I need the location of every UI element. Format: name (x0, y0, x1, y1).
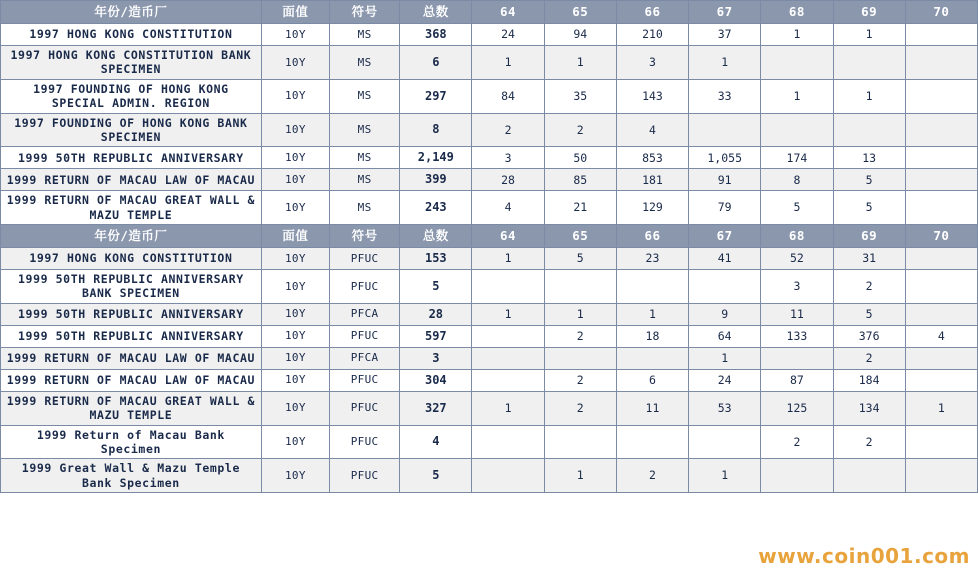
cell-denomination: 10Y (261, 169, 329, 191)
cell-total: 297 (400, 79, 472, 113)
cell-grade-70 (905, 113, 977, 147)
cell-grade-66 (616, 347, 688, 369)
cell-symbol: PFUC (330, 425, 400, 459)
cell-grade-64: 24 (472, 24, 544, 46)
cell-grade-65: 5 (544, 248, 616, 270)
cell-grade-64: 3 (472, 147, 544, 169)
cell-denomination: 10Y (261, 425, 329, 459)
cell-denomination: 10Y (261, 270, 329, 304)
cell-total: 3 (400, 347, 472, 369)
cell-grade-70 (905, 270, 977, 304)
cell-grade-68: 1 (761, 79, 833, 113)
cell-grade-68: 87 (761, 369, 833, 391)
column-header-year-mint: 年份/造币厂 (1, 225, 262, 248)
cell-grade-68: 11 (761, 303, 833, 325)
table-row (1, 325, 978, 347)
cell-item-name: 1999 RETURN OF MACAU GREAT WALL & MAZU TEMPLE (1, 391, 262, 425)
cell-grade-70 (905, 425, 977, 459)
table-row (1, 24, 978, 46)
cell-grade-67: 79 (689, 191, 761, 225)
column-header-grade-68: 68 (761, 225, 833, 248)
cell-grade-66: 18 (616, 325, 688, 347)
cell-item-name: 1999 RETURN OF MACAU LAW OF MACAU (1, 169, 262, 191)
cell-denomination: 10Y (261, 248, 329, 270)
cell-grade-66: 2 (616, 459, 688, 493)
cell-grade-64 (472, 459, 544, 493)
cell-grade-68 (761, 459, 833, 493)
column-header-grade-64: 64 (472, 225, 544, 248)
cell-grade-69: 5 (833, 191, 905, 225)
cell-grade-67: 1 (689, 46, 761, 80)
cell-grade-64 (472, 325, 544, 347)
cell-grade-69: 2 (833, 425, 905, 459)
table-row (1, 79, 978, 113)
cell-grade-67: 64 (689, 325, 761, 347)
cell-grade-65 (544, 347, 616, 369)
cell-item-name: 1999 50TH REPUBLIC ANNIVERSARY (1, 325, 262, 347)
cell-grade-70: 4 (905, 325, 977, 347)
cell-grade-65: 94 (544, 24, 616, 46)
site-watermark: www.coin001.com (758, 544, 970, 568)
column-header-grade-67: 67 (689, 1, 761, 24)
cell-grade-64 (472, 270, 544, 304)
cell-symbol: PFUC (330, 270, 400, 304)
cell-grade-69: 1 (833, 24, 905, 46)
cell-total: 243 (400, 191, 472, 225)
cell-item-name: 1997 HONG KONG CONSTITUTION (1, 248, 262, 270)
cell-grade-67 (689, 270, 761, 304)
cell-grade-68 (761, 113, 833, 147)
column-header-grade-69: 69 (833, 225, 905, 248)
cell-grade-69: 31 (833, 248, 905, 270)
cell-grade-64: 4 (472, 191, 544, 225)
column-header-grade-68: 68 (761, 1, 833, 24)
cell-denomination: 10Y (261, 24, 329, 46)
cell-grade-68: 52 (761, 248, 833, 270)
cell-denomination: 10Y (261, 191, 329, 225)
table-row (1, 147, 978, 169)
cell-grade-65 (544, 270, 616, 304)
cell-total: 368 (400, 24, 472, 46)
table-row (1, 270, 978, 304)
cell-grade-69: 2 (833, 270, 905, 304)
cell-grade-68: 174 (761, 147, 833, 169)
table-row (1, 369, 978, 391)
cell-grade-67: 1 (689, 459, 761, 493)
cell-grade-70 (905, 46, 977, 80)
cell-symbol: PFUC (330, 248, 400, 270)
column-header-denomination: 面值 (261, 225, 329, 248)
cell-grade-70 (905, 79, 977, 113)
cell-grade-68: 2 (761, 425, 833, 459)
cell-denomination: 10Y (261, 369, 329, 391)
cell-grade-70: 1 (905, 391, 977, 425)
column-header-grade-70: 70 (905, 225, 977, 248)
cell-total: 597 (400, 325, 472, 347)
cell-grade-67: 91 (689, 169, 761, 191)
cell-grade-69: 13 (833, 147, 905, 169)
cell-grade-70 (905, 169, 977, 191)
cell-symbol: MS (330, 79, 400, 113)
cell-grade-67 (689, 113, 761, 147)
cell-item-name: 1999 RETURN OF MACAU GREAT WALL & MAZU TEMPLE (1, 191, 262, 225)
cell-grade-69: 2 (833, 347, 905, 369)
cell-symbol: MS (330, 113, 400, 147)
table-header-row (1, 1, 978, 24)
cell-grade-65: 21 (544, 191, 616, 225)
cell-item-name: 1999 Return of Macau Bank Specimen (1, 425, 262, 459)
table-row (1, 303, 978, 325)
cell-grade-70 (905, 303, 977, 325)
cell-total: 6 (400, 46, 472, 80)
cell-symbol: PFUC (330, 369, 400, 391)
cell-grade-70 (905, 191, 977, 225)
cell-symbol: PFUC (330, 325, 400, 347)
cell-grade-64: 1 (472, 303, 544, 325)
cell-grade-67: 53 (689, 391, 761, 425)
column-header-total: 总数 (400, 225, 472, 248)
cell-grade-65: 1 (544, 303, 616, 325)
cell-grade-70 (905, 147, 977, 169)
cell-grade-69: 5 (833, 169, 905, 191)
cell-item-name: 1999 50TH REPUBLIC ANNIVERSARY (1, 303, 262, 325)
table-row (1, 425, 978, 459)
cell-grade-64: 1 (472, 391, 544, 425)
cell-grade-70 (905, 369, 977, 391)
cell-grade-64: 1 (472, 248, 544, 270)
cell-grade-68: 8 (761, 169, 833, 191)
cell-grade-65: 35 (544, 79, 616, 113)
column-header-grade-66: 66 (616, 225, 688, 248)
table-body (1, 1, 978, 493)
column-header-grade-69: 69 (833, 1, 905, 24)
cell-item-name: 1997 HONG KONG CONSTITUTION (1, 24, 262, 46)
cell-item-name: 1997 FOUNDING OF HONG KONG SPECIAL ADMIN. REGION (1, 79, 262, 113)
column-header-grade-65: 65 (544, 1, 616, 24)
cell-grade-65: 2 (544, 369, 616, 391)
cell-symbol: MS (330, 169, 400, 191)
cell-item-name: 1997 FOUNDING OF HONG KONG BANK SPECIMEN (1, 113, 262, 147)
cell-total: 304 (400, 369, 472, 391)
cell-grade-66: 143 (616, 79, 688, 113)
cell-grade-66: 129 (616, 191, 688, 225)
cell-grade-67: 9 (689, 303, 761, 325)
cell-grade-68: 5 (761, 191, 833, 225)
cell-item-name: 1999 50TH REPUBLIC ANNIVERSARY (1, 147, 262, 169)
cell-grade-64 (472, 347, 544, 369)
table-row (1, 391, 978, 425)
cell-grade-69 (833, 113, 905, 147)
cell-item-name: 1997 HONG KONG CONSTITUTION BANK SPECIMEN (1, 46, 262, 80)
cell-grade-68: 125 (761, 391, 833, 425)
column-header-denomination: 面值 (261, 1, 329, 24)
cell-grade-68: 3 (761, 270, 833, 304)
cell-grade-66: 11 (616, 391, 688, 425)
table-row (1, 248, 978, 270)
cell-denomination: 10Y (261, 79, 329, 113)
cell-item-name: 1999 Great Wall & Mazu Temple Bank Specimen (1, 459, 262, 493)
cell-grade-69: 134 (833, 391, 905, 425)
cell-total: 4 (400, 425, 472, 459)
column-header-year-mint: 年份/造币厂 (1, 1, 262, 24)
cell-grade-69: 1 (833, 79, 905, 113)
cell-grade-67 (689, 425, 761, 459)
cell-grade-69: 184 (833, 369, 905, 391)
cell-symbol: PFCA (330, 303, 400, 325)
cell-total: 8 (400, 113, 472, 147)
cell-grade-67: 1 (689, 347, 761, 369)
cell-grade-70 (905, 248, 977, 270)
table-row (1, 191, 978, 225)
cell-item-name: 1999 50TH REPUBLIC ANNIVERSARY BANK SPECIMEN (1, 270, 262, 304)
cell-total: 28 (400, 303, 472, 325)
cell-grade-64: 1 (472, 46, 544, 80)
cell-grade-66: 6 (616, 369, 688, 391)
cell-total: 327 (400, 391, 472, 425)
cell-grade-69: 5 (833, 303, 905, 325)
cell-grade-65: 2 (544, 113, 616, 147)
cell-grade-65: 2 (544, 391, 616, 425)
cell-grade-66: 181 (616, 169, 688, 191)
cell-grade-67: 24 (689, 369, 761, 391)
cell-total: 153 (400, 248, 472, 270)
cell-grade-70 (905, 24, 977, 46)
cell-grade-65: 2 (544, 325, 616, 347)
cell-grade-69 (833, 46, 905, 80)
column-header-grade-65: 65 (544, 225, 616, 248)
table-row (1, 113, 978, 147)
cell-symbol: PFUC (330, 391, 400, 425)
cell-grade-68 (761, 46, 833, 80)
column-header-grade-64: 64 (472, 1, 544, 24)
cell-denomination: 10Y (261, 347, 329, 369)
cell-grade-65: 1 (544, 46, 616, 80)
cell-grade-65: 50 (544, 147, 616, 169)
cell-total: 2,149 (400, 147, 472, 169)
cell-denomination: 10Y (261, 325, 329, 347)
cell-grade-65: 1 (544, 459, 616, 493)
cell-grade-70 (905, 459, 977, 493)
cell-denomination: 10Y (261, 147, 329, 169)
table-row (1, 347, 978, 369)
cell-symbol: PFUC (330, 459, 400, 493)
cell-grade-65: 85 (544, 169, 616, 191)
cell-grade-66: 4 (616, 113, 688, 147)
cell-grade-66: 853 (616, 147, 688, 169)
column-header-symbol: 符号 (330, 1, 400, 24)
cell-grade-68: 133 (761, 325, 833, 347)
column-header-grade-66: 66 (616, 1, 688, 24)
cell-grade-67: 37 (689, 24, 761, 46)
column-header-total: 总数 (400, 1, 472, 24)
cell-total: 399 (400, 169, 472, 191)
cell-symbol: PFCA (330, 347, 400, 369)
table-row (1, 459, 978, 493)
cell-total: 5 (400, 459, 472, 493)
cell-grade-64 (472, 369, 544, 391)
column-header-grade-70: 70 (905, 1, 977, 24)
cell-grade-64: 2 (472, 113, 544, 147)
cell-denomination: 10Y (261, 459, 329, 493)
cell-grade-67: 41 (689, 248, 761, 270)
table-row (1, 169, 978, 191)
column-header-symbol: 符号 (330, 225, 400, 248)
cell-denomination: 10Y (261, 391, 329, 425)
cell-grade-68 (761, 347, 833, 369)
cell-grade-65 (544, 425, 616, 459)
cell-grade-67: 33 (689, 79, 761, 113)
cell-grade-66: 1 (616, 303, 688, 325)
cell-denomination: 10Y (261, 46, 329, 80)
cell-symbol: MS (330, 46, 400, 80)
cell-item-name: 1999 RETURN OF MACAU LAW OF MACAU (1, 347, 262, 369)
table-row (1, 46, 978, 80)
cell-denomination: 10Y (261, 303, 329, 325)
cell-grade-66: 210 (616, 24, 688, 46)
cell-grade-64: 84 (472, 79, 544, 113)
cell-grade-66: 3 (616, 46, 688, 80)
table-header-row (1, 225, 978, 248)
cell-grade-64 (472, 425, 544, 459)
cell-symbol: MS (330, 191, 400, 225)
cell-denomination: 10Y (261, 113, 329, 147)
cell-item-name: 1999 RETURN OF MACAU LAW OF MACAU (1, 369, 262, 391)
cell-grade-66 (616, 270, 688, 304)
cell-symbol: MS (330, 147, 400, 169)
cell-total: 5 (400, 270, 472, 304)
cell-grade-69: 376 (833, 325, 905, 347)
cell-grade-67: 1,055 (689, 147, 761, 169)
column-header-grade-67: 67 (689, 225, 761, 248)
cell-grade-68: 1 (761, 24, 833, 46)
cell-grade-66 (616, 425, 688, 459)
cell-grade-66: 23 (616, 248, 688, 270)
cell-grade-69 (833, 459, 905, 493)
cell-symbol: MS (330, 24, 400, 46)
cell-grade-70 (905, 347, 977, 369)
cell-grade-64: 28 (472, 169, 544, 191)
